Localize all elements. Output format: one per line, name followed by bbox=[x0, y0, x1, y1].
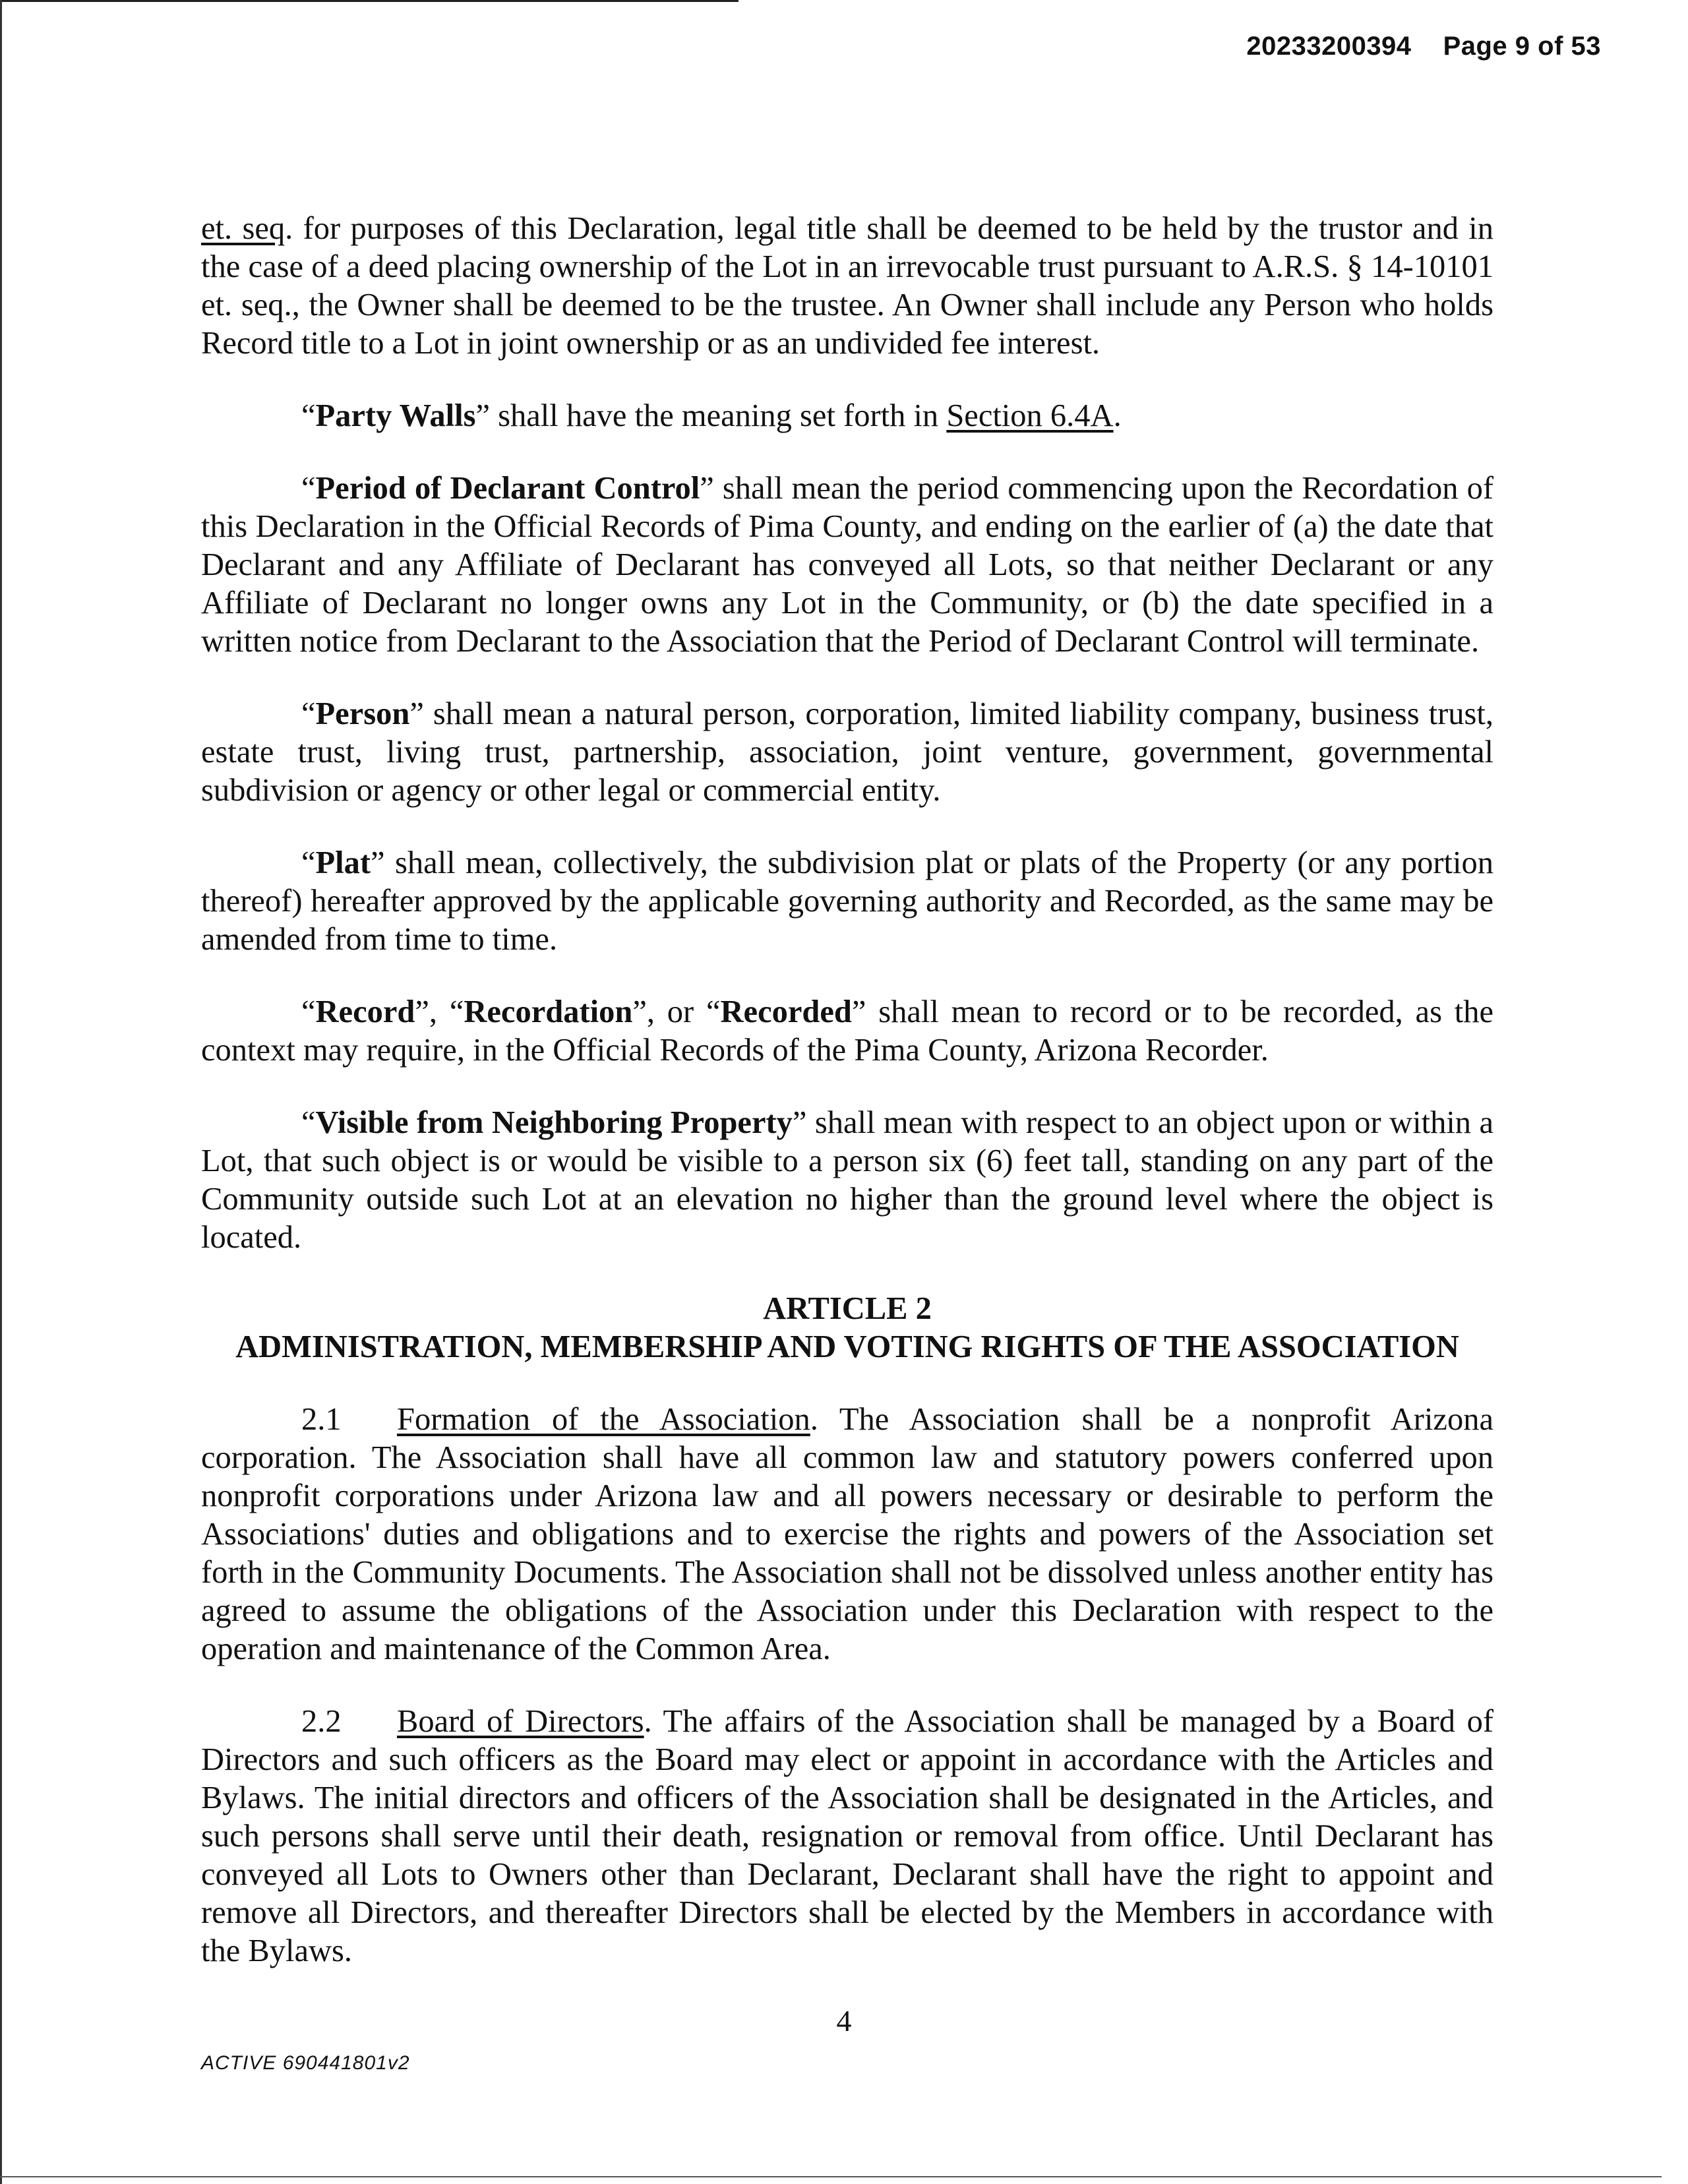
document-body bbox=[201, 210, 1493, 2005]
definition-text-end: . bbox=[1113, 398, 1122, 433]
definition-visible-from-neighboring-property: “Visible from Neighboring Property” shall mean with respect to an object upon or within a Lot, that such object is or would be visible to a person six (6) feet tall, standing on any part of the Community outside such Lot at an elevation no higher than the ground level where the object is located. bbox=[201, 1105, 1493, 1255]
document-id: ACTIVE 690441801v2 bbox=[201, 2052, 410, 2074]
definition-record: “Record”, “Recordation”, or “Recorded” shall mean to record or to be recorded, as the context may require, in the Official Records of the Pima County, Arizona Recorder. bbox=[201, 994, 1494, 1068]
defined-term-record: Record bbox=[315, 994, 415, 1029]
recording-page-label: Page 9 of 53 bbox=[1443, 32, 1601, 61]
defined-term: Person bbox=[315, 696, 410, 731]
term-separator: , bbox=[429, 994, 450, 1029]
section-number: 2.1 bbox=[301, 1402, 342, 1437]
article-heading bbox=[201, 1290, 1493, 1366]
defined-term-recorded: Recorded bbox=[720, 994, 852, 1029]
article-title: ADMINISTRATION, MEMBERSHIP AND VOTING RIGHTS OF THE ASSOCIATION bbox=[235, 1329, 1459, 1364]
defined-term-recordation: Recordation bbox=[464, 994, 633, 1029]
defined-term: Plat bbox=[315, 845, 371, 880]
section-text: . The Association shall be a nonprofit Arizona corporation. The Association shall have all common law and statutory powers conferred upon nonprofit corporations under Arizona law and all powers necessary or desirable to perform the Associations' duties and obligations and to exercise the rights and powers of the Association set forth in the Community Documents. The Association shall not be dissolved unless another entity has agreed to assume the obligations of the Association under this Declaration with respect to the operation and maintenance of the Common Area. bbox=[201, 1402, 1493, 1666]
section-2-1 bbox=[201, 1401, 1493, 1668]
defined-term: Period of Declarant Control bbox=[315, 471, 700, 506]
section-text: . The affairs of the Association shall be managed by a Board of Directors and such officers as the Board may elect or appoint in accordance with the Articles and Bylaws. The initial directors and officers of the Association shall be designated in the Articles, and such persons shall serve until their death, resignation or removal from office. Until Declarant has conveyed all Lots to Owners other than Declarant, Declarant shall have the right to appoint and remove all Directors, and thereafter Directors shall be elected by the Members in accordance with the Bylaws. bbox=[201, 1704, 1493, 1968]
paragraph-text: . for purposes of this Declaration, legal title shall be deemed to be held by the trustor and in the case of a deed placing ownership of the Lot in an irrevocable trust pursuant to A.R.S. § 14-10101 et. seq., the Owner shall be deemed to be the trustee. An Owner shall include any Person who holds Record title to a Lot in joint ownership or as an undivided fee interest. bbox=[201, 211, 1494, 361]
definition-text: shall mean the period commencing upon the Recordation of this Declaration in the Official Records of Pima County, and ending on the earlier of (a) the date that Declarant and any Affiliate of Declarant has conveyed all Lots, so that neither Declarant or any Affiliate of Declarant no longer owns any Lot in the Community, or (b) the date specified in a written notice from Declarant to the Association that the Period of Declarant Control will terminate. bbox=[201, 471, 1493, 659]
section-heading: Board of Directors bbox=[397, 1704, 644, 1739]
section-heading: Formation of the Association bbox=[397, 1402, 810, 1437]
term-separator: , or bbox=[646, 994, 706, 1029]
defined-term: Party Walls bbox=[315, 398, 476, 433]
paragraph-trust-ownership bbox=[201, 210, 1493, 363]
article-number: ARTICLE 2 bbox=[763, 1291, 932, 1326]
definition-text: shall mean to record or to be recorded, as the context may require, in the Official Records of the Pima County, Arizona Recorder. bbox=[201, 994, 1494, 1068]
definition-text: shall mean with respect to an object upon or within a Lot, that such object is or would be visible to a person six (6) feet tall, standing on any part of the Community outside such Lot at an elevation no higher than the ground level where the object is located. bbox=[201, 1105, 1493, 1255]
scan-edge-bottom bbox=[0, 2176, 1662, 2177]
defined-term: Visible from Neighboring Property bbox=[315, 1105, 793, 1140]
section-2-2 bbox=[201, 1703, 1493, 1970]
definition-party-walls: “Party Walls” shall have the meaning set forth in Section 6.4A. bbox=[301, 398, 1122, 433]
recording-header bbox=[1246, 32, 1601, 61]
section-reference: Section 6.4A bbox=[946, 398, 1114, 433]
definition-text: shall mean, collectively, the subdivision plat or plats of the Property (or any portion thereof) hereafter approved by the applicable governing authority and Recorded, as the same may be amended from time to time. bbox=[201, 845, 1493, 957]
recording-number: 20233200394 bbox=[1246, 32, 1412, 61]
section-number: 2.2 bbox=[301, 1704, 342, 1739]
definition-plat: “Plat” shall mean, collectively, the subdivision plat or plats of the Property (or any portion thereof) hereafter approved by the applicable governing authority and Recorded, as the same may be amended from time to time. bbox=[201, 845, 1493, 957]
definition-text: shall have the meaning set forth in bbox=[490, 398, 947, 433]
definition-period-of-declarant-control: “Period of Declarant Control” shall mean the period commencing upon the Recordation of this Declaration in the Official Records of Pima County, and ending on the earlier of (a) the date that Declarant and any Affiliate of Declarant has conveyed all Lots, so that neither Declarant or any Affiliate of Declarant no longer owns any Lot in the Community, or (b) the date specified in a written notice from Declarant to the Association that the Period of Declarant Control will terminate. bbox=[201, 471, 1493, 659]
definition-text: shall mean a natural person, corporation, limited liability company, business trust, estate trust, living trust, partnership, association, joint venture, government, governmental subdivision or agency or other legal or commercial entity. bbox=[201, 696, 1493, 808]
definition-person: “Person” shall mean a natural person, corporation, limited liability company, business trust, estate trust, living trust, partnership, association, joint venture, government, governmental subdivision or agency or other legal or commercial entity. bbox=[201, 696, 1493, 808]
scan-edge-left bbox=[0, 0, 2, 2184]
scan-edge-top bbox=[0, 0, 738, 2]
page-number: 4 bbox=[836, 2004, 852, 2038]
et-seq-ref: et. seq bbox=[201, 211, 286, 246]
